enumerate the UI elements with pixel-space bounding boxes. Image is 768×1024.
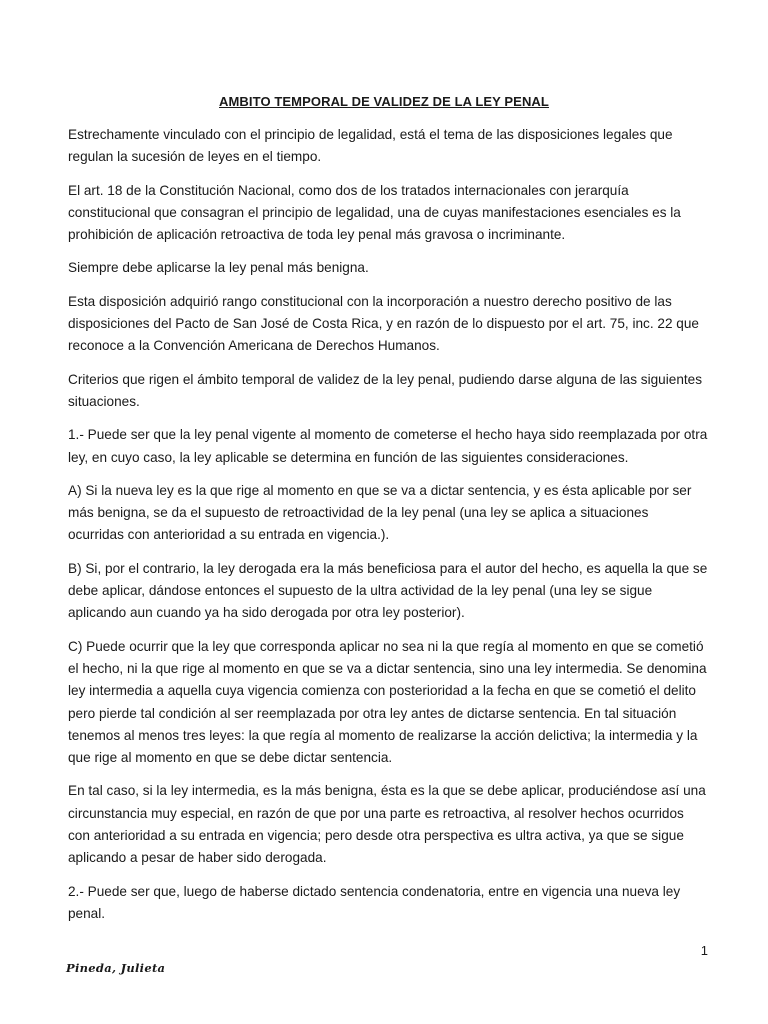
paragraph-2: El art. 18 de la Constitución Nacional, como dos de los tratados internacionales con jerarquía constitucional que consagran el principio de legalidad, una de cuyas manifestaciones esenciales es la prohibición de aplicación retroactiva de toda ley penal más gravosa o incriminante.	[68, 182, 681, 243]
paragraph-1: Estrechamente vinculado con el principio de legalidad, está el tema de las disposiciones legales que regulan la sucesión de leyes en el tiempo.	[68, 127, 673, 165]
paragraph-3: Siempre debe aplicarse la ley penal más benigna.	[68, 260, 369, 276]
paragraph-11: 2.- Puede ser que, luego de haberse dictado sentencia condenatoria, entre en vigencia una nueva ley penal.	[68, 883, 681, 921]
page-number: 1	[700, 943, 708, 958]
author-footer: Pineda, Julieta	[66, 961, 166, 975]
paragraph-10: En tal caso, si la ley intermedia, es la más benigna, ésta es la que se debe aplicar, produciéndose así una circunstancia muy especial, en razón de que por una parte es retroactiva, al resolver hechos ocurridos con anterioridad a su entrada en vigencia; pero desde otra perspectiva es ultra activa, ya que se sigue aplicando a pesar de haber sido derogada.	[68, 783, 706, 866]
paragraph-7: A) Si la nueva ley es la que rige al momento en que se va a dictar sentencia, y es ésta aplicable por ser más benigna, se da el supuesto de retroactividad de la ley penal (una ley se aplica a situaciones ocurridas con anterioridad a su entrada en vigencia.).	[68, 482, 692, 543]
paragraph-9: C) Puede ocurrir que la ley que corresponda aplicar no sea ni la que regía al momento en que se cometió el hecho, ni la que rige al momento en que se va a dictar sentencia, sino una ley intermedia. Se denomina ley intermedia a aquella cuya vigencia comienza con posterioridad a la fecha en que se cometió el delito pero pierde tal condición al ser reemplazada por otra ley antes de dictarse sentencia. En tal situación tenemos al menos tres leyes: la que regía al momento de realizarse la acción delictiva; la intermedia y la que rige al momento en que se debe dictar sentencia.	[68, 638, 707, 766]
paragraph-5: Criterios que rigen el ámbito temporal de validez de la ley penal, pudiendo darse alguna de las siguientes situaciones.	[68, 371, 703, 409]
paragraph-8: B) Si, por el contrario, la ley derogada era la más beneficiosa para el autor del hecho, es aquella la que se debe aplicar, dándose entonces el supuesto de la ultra actividad de la ley penal (una ley se sigue aplicando aun cuando ya ha sido derogada por otra ley posterior).	[68, 560, 708, 621]
document-body	[68, 124, 708, 936]
document-title: AMBITO TEMPORAL DE VALIDEZ DE LA LEY PENAL	[219, 94, 549, 109]
paragraph-4: Esta disposición adquirió rango constitucional con la incorporación a nuestro derecho positivo de las disposiciones del Pacto de San José de Costa Rica, y en razón de lo dispuesto por el art. 75, inc. 22 que reconoce a la Convención Americana de Derechos Humanos.	[68, 293, 699, 354]
paragraph-6: 1.- Puede ser que la ley penal vigente al momento de cometerse el hecho haya sido reemplazada por otra ley, en cuyo caso, la ley aplicable se determina en función de las siguientes consideraciones.	[68, 427, 708, 465]
